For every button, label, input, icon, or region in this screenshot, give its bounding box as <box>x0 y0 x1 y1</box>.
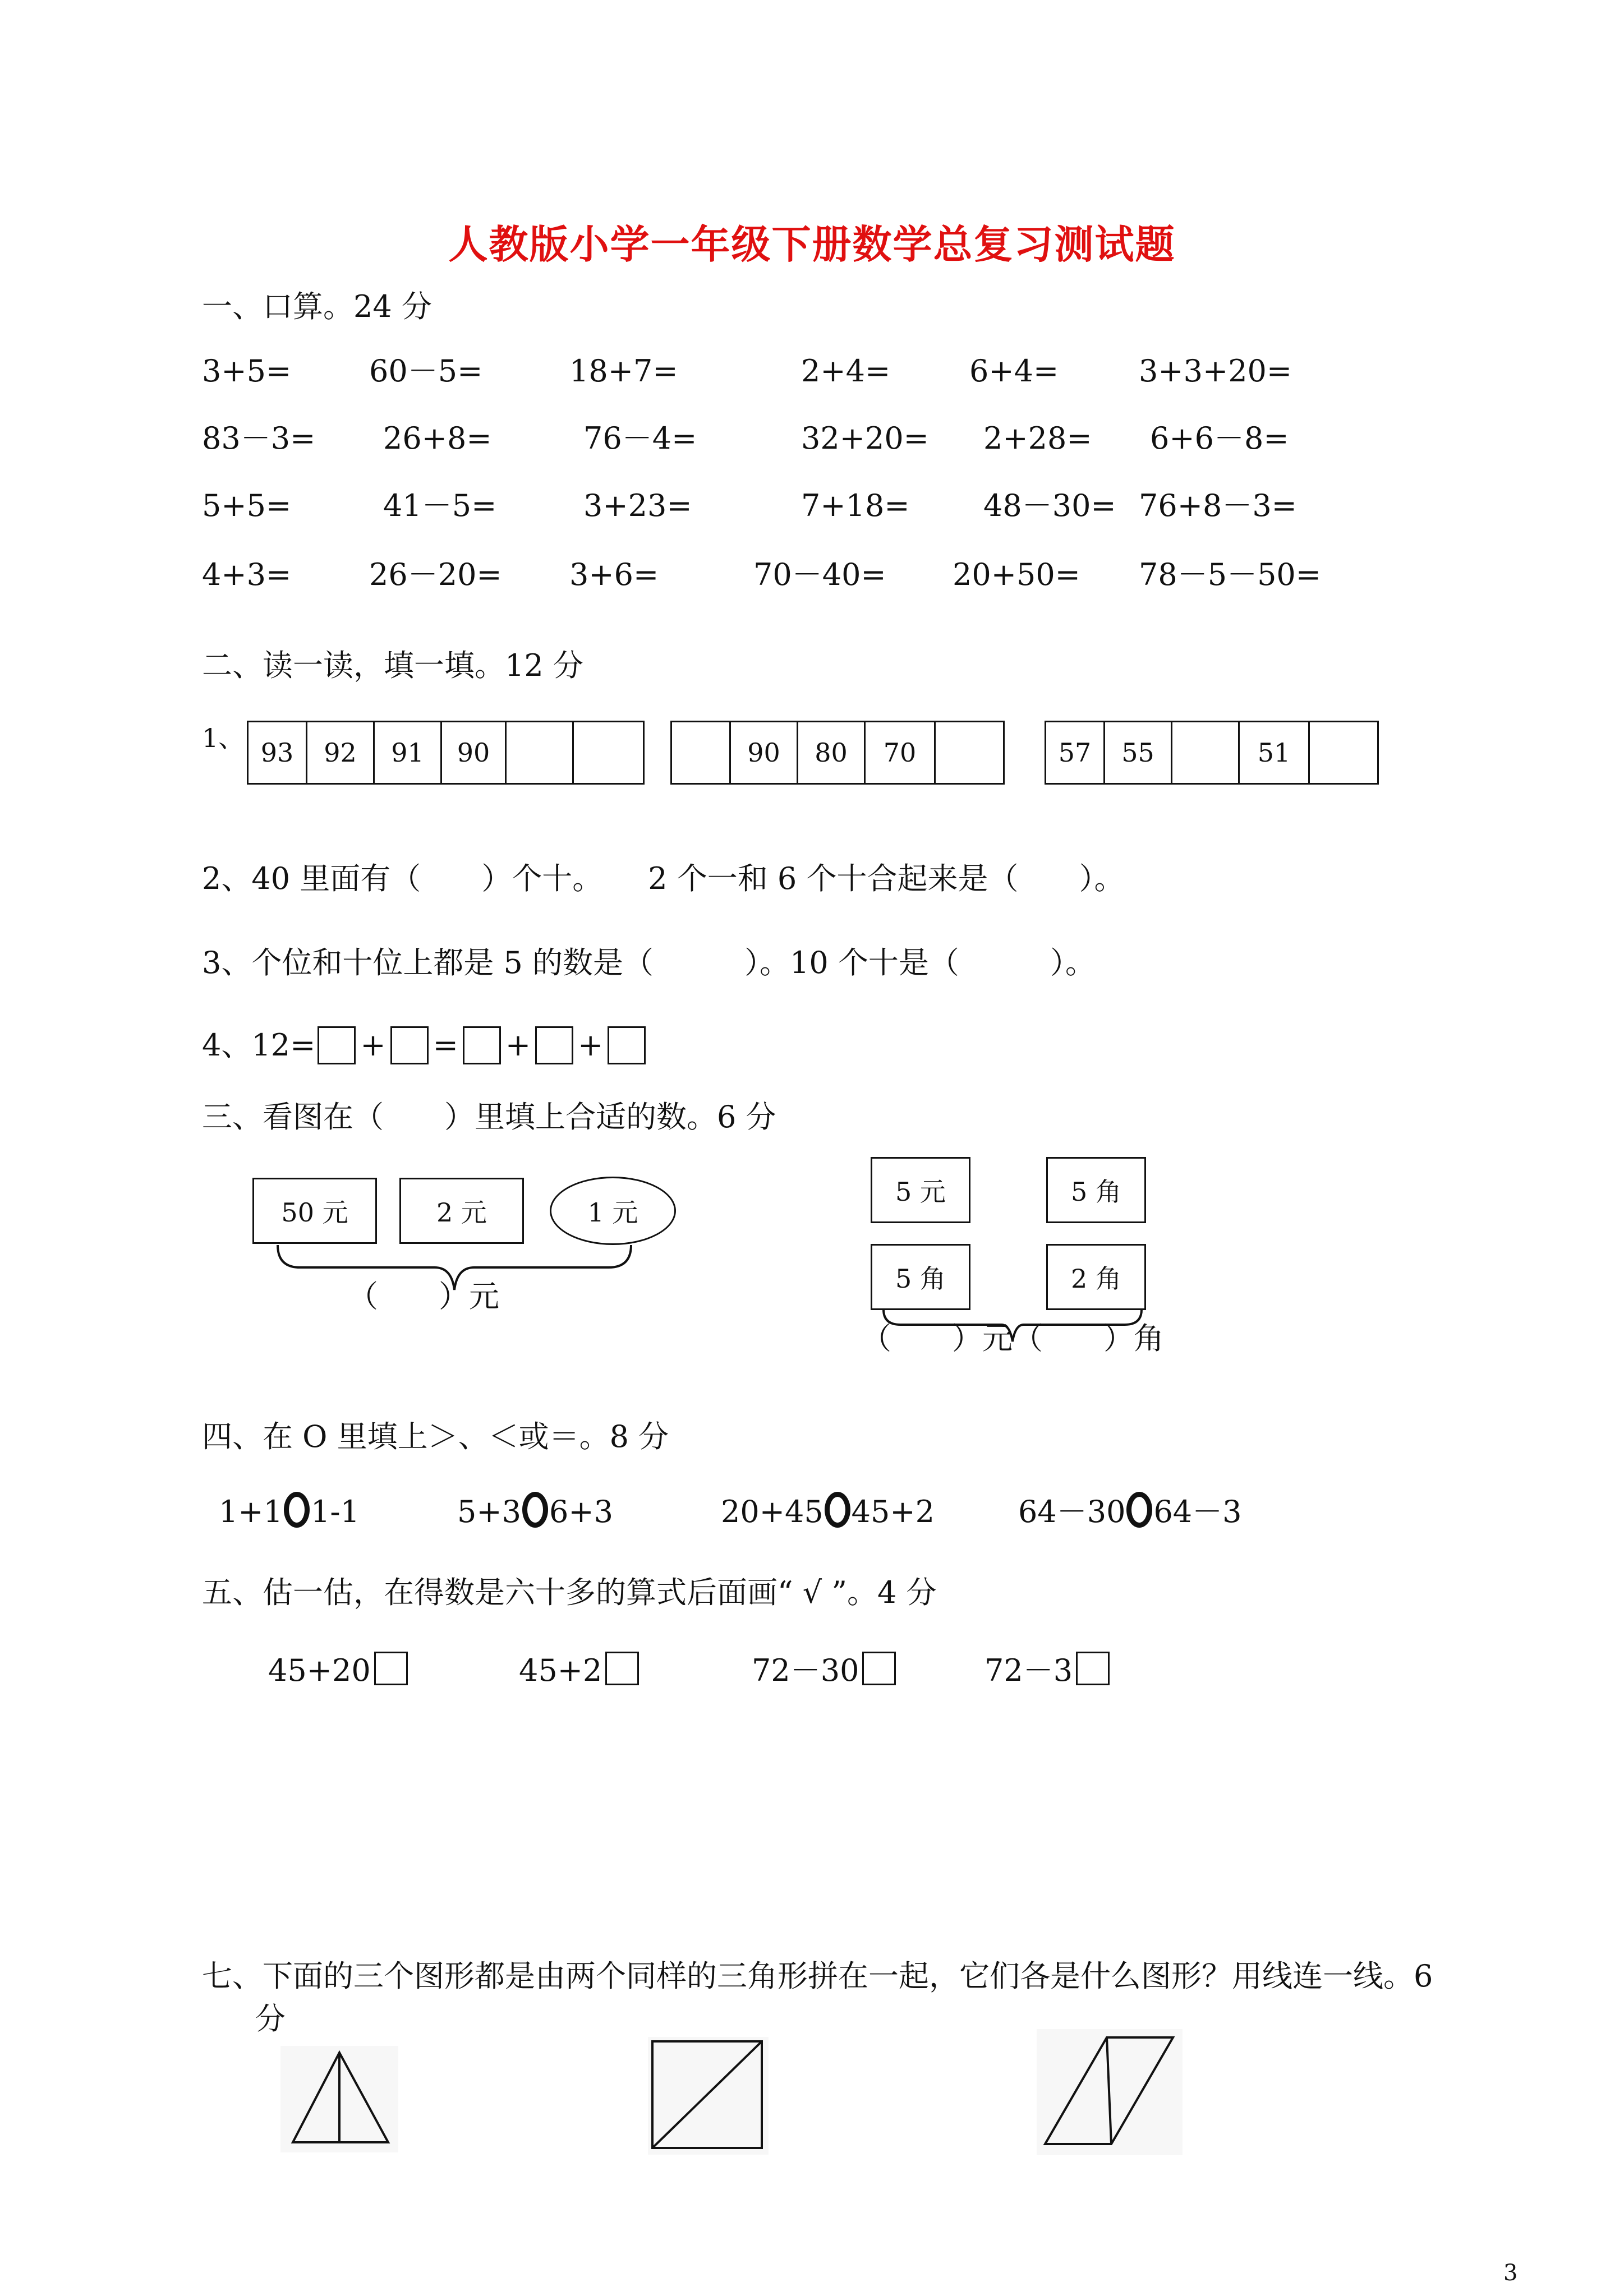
compare-left: 5+3 <box>457 1494 521 1529</box>
section7-heading: 七、下面的三个图形都是由两个同样的三角形拼在一起，它们各是什么图形？用线连一线。6 <box>202 1958 1433 1994</box>
compare-item <box>721 1492 935 1530</box>
compare-left: 1+1 <box>219 1494 283 1529</box>
number-sequence-1 <box>247 721 645 785</box>
mental-math-item: 3+3+20= <box>1139 353 1292 389</box>
mental-math-item: 83－3= <box>202 421 316 456</box>
square-figure <box>648 2037 769 2155</box>
compare-circle <box>522 1492 548 1528</box>
sequence-cell: 92 <box>307 722 375 783</box>
question-4 <box>202 1026 646 1064</box>
sequence-cell: 51 <box>1240 722 1310 783</box>
compare-left: 20+45 <box>721 1494 823 1529</box>
mental-math-item: 18+7= <box>569 353 678 389</box>
compare-item <box>457 1492 613 1530</box>
estimate-item <box>519 1652 639 1689</box>
sequence-cell: 91 <box>375 722 442 783</box>
mental-math-item: 6+6－8= <box>1150 421 1289 456</box>
mental-math-item: 2+28= <box>983 421 1092 456</box>
page-number: 3 <box>1503 2260 1518 2286</box>
sequence-cell: 55 <box>1105 722 1172 783</box>
compare-left: 64－30 <box>1018 1494 1126 1529</box>
sequence-cell: 80 <box>798 722 866 783</box>
question-2: 2、40 里面有（ ）个十。 2 个一和 6 个十合起来是（ ）。 <box>202 861 1125 896</box>
check-box <box>374 1652 408 1685</box>
sequence-cell <box>574 722 643 783</box>
left-answer: （ ）元 <box>348 1279 499 1314</box>
mental-math-item: 26－20= <box>369 557 502 592</box>
compare-right: 45+2 <box>851 1494 935 1529</box>
money-card: 5 角 <box>1046 1157 1146 1223</box>
right-answer: （ ）元（ ）角 <box>861 1321 1164 1356</box>
mental-math-item: 6+4= <box>969 353 1059 389</box>
mental-math-item: 48－30= <box>983 488 1116 523</box>
money-card: 2 元 <box>399 1178 524 1244</box>
mental-math-item: 78－5－50= <box>1139 557 1322 592</box>
estimate-item <box>268 1652 408 1689</box>
sequence-cell: 70 <box>866 722 936 783</box>
money-card: 5 角 <box>871 1244 970 1310</box>
mental-math-item: 60－5= <box>369 353 483 389</box>
money-card: 5 元 <box>871 1157 970 1223</box>
estimate-expr: 45+2 <box>519 1653 602 1688</box>
section1-heading: 一、口算。24 分 <box>202 289 432 324</box>
sequence-cell <box>507 722 574 783</box>
sequence-cell: 93 <box>249 722 307 783</box>
answer-box <box>390 1026 429 1064</box>
operator: + <box>505 1027 531 1063</box>
sequence-cell <box>672 722 731 783</box>
sequence-cell <box>1172 722 1240 783</box>
estimate-item <box>752 1652 896 1689</box>
triangle-figure <box>280 2046 398 2152</box>
money-coin: 1 元 <box>550 1177 676 1245</box>
compare-item <box>1018 1492 1242 1530</box>
mental-math-item: 70－40= <box>753 557 886 592</box>
compare-circle <box>284 1492 310 1528</box>
answer-box <box>463 1026 501 1064</box>
mental-math-item: 26+8= <box>383 421 492 456</box>
sequence-cell <box>1310 722 1377 783</box>
section7-heading-cont: 分 <box>255 2001 286 2036</box>
compare-right: 1-1 <box>310 1494 360 1529</box>
operator: = <box>433 1027 458 1063</box>
compare-circle <box>1126 1492 1152 1528</box>
compare-right: 6+3 <box>549 1494 613 1529</box>
sequence-cell <box>936 722 1003 783</box>
sequence-cell: 90 <box>442 722 507 783</box>
estimate-expr: 72－3 <box>984 1653 1073 1688</box>
answer-box <box>318 1026 356 1064</box>
money-card: 2 角 <box>1046 1244 1146 1310</box>
q4-prefix: 4、12= <box>202 1027 316 1063</box>
operator: + <box>360 1027 386 1063</box>
answer-box <box>608 1026 646 1064</box>
check-box <box>1076 1652 1110 1685</box>
mental-math-item: 4+3= <box>202 557 292 592</box>
operator: + <box>578 1027 604 1063</box>
mental-math-item: 3+6= <box>569 557 659 592</box>
section2-heading: 二、读一读，填一填。12 分 <box>202 648 583 683</box>
estimate-expr: 72－30 <box>752 1653 859 1688</box>
estimate-expr: 45+20 <box>268 1653 371 1688</box>
mental-math-item: 20+50= <box>953 557 1080 592</box>
check-box <box>862 1652 896 1685</box>
estimate-item <box>984 1652 1110 1689</box>
mental-math-item: 3+23= <box>583 488 692 523</box>
sequence-cell: 57 <box>1046 722 1105 783</box>
check-box <box>605 1652 639 1685</box>
sequence-cell: 90 <box>731 722 798 783</box>
money-card: 50 元 <box>252 1178 377 1244</box>
section3-heading: 三、看图在（ ）里填上合适的数。6 分 <box>202 1099 776 1135</box>
compare-circle <box>825 1492 850 1528</box>
compare-right: 64－3 <box>1153 1494 1242 1529</box>
mental-math-item: 76－4= <box>583 421 697 456</box>
mental-math-item: 7+18= <box>801 488 910 523</box>
parallelogram-figure <box>1037 2029 1183 2155</box>
q1-label: 1、 <box>202 723 245 753</box>
number-sequence-3 <box>1045 721 1379 785</box>
section4-heading: 四、在 O 里填上＞、＜或＝。8 分 <box>202 1419 669 1454</box>
question-3: 3、个位和十位上都是 5 的数是（ ）。10 个十是（ ）。 <box>202 945 1096 980</box>
mental-math-item: 5+5= <box>202 488 292 523</box>
mental-math-item: 2+4= <box>801 353 891 389</box>
page-title: 人教版小学一年级下册数学总复习测试题 <box>448 221 1176 268</box>
number-sequence-2 <box>670 721 1005 785</box>
mental-math-item: 41－5= <box>383 488 497 523</box>
mental-math-item: 76+8－3= <box>1139 488 1297 523</box>
answer-box <box>535 1026 573 1064</box>
mental-math-item: 32+20= <box>801 421 929 456</box>
section5-heading: 五、估一估，在得数是六十多的算式后面画“ √ ”。4 分 <box>202 1575 937 1610</box>
mental-math-item: 3+5= <box>202 353 292 389</box>
compare-item <box>219 1492 360 1530</box>
